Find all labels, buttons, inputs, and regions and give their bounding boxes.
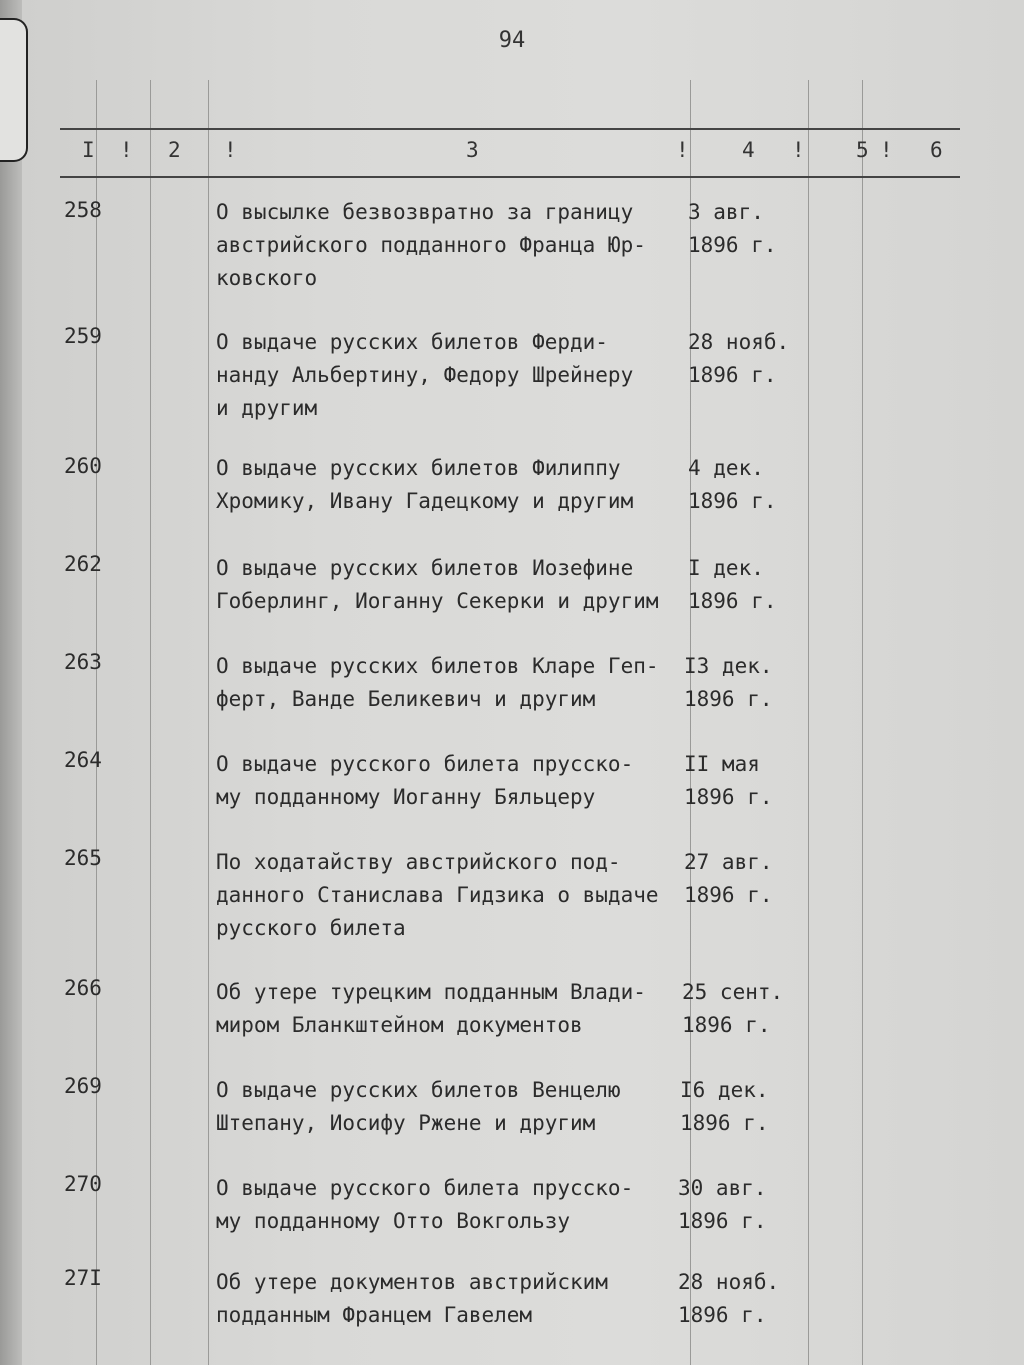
row-title: О выдаче русского билета прусско- му подданному Отто Вокгользу (216, 1176, 634, 1233)
row-number: 27I (64, 1266, 102, 1290)
header-sep: ! (224, 138, 237, 162)
column-header-row (60, 128, 960, 178)
header-col-6: 6 (930, 138, 943, 162)
row-number: 264 (64, 748, 102, 772)
row-number: 260 (64, 454, 102, 478)
row-date: 30 авг. 1896 г. (678, 1176, 767, 1233)
header-col-5: 5 (856, 138, 869, 162)
row-number: 270 (64, 1172, 102, 1196)
row-title: О выдаче русских билетов Филиппу Хромику, Ивану Гадецкому и другим (216, 456, 634, 513)
row-title: О выдаче русских билетов Ферди- нанду Альбертину, Федору Шрейнеру и другим (216, 330, 634, 420)
row-title: Об утере турецким подданным Влади- миром Бланкштейном документов (216, 980, 646, 1037)
page-number: 94 (498, 28, 526, 53)
header-sep: ! (676, 138, 689, 162)
row-date: 3 авг. 1896 г. (688, 200, 777, 257)
column-rule (208, 80, 209, 1365)
row-title: О выдаче русских билетов Венцелю Штепану, Иосифу Ржене и другим (216, 1078, 621, 1135)
header-sep: ! (120, 138, 133, 162)
row-number: 269 (64, 1074, 102, 1098)
column-rule (808, 80, 809, 1365)
header-sep: ! (880, 138, 893, 162)
row-date: 25 сент. 1896 г. (682, 980, 784, 1037)
row-number: 258 (64, 198, 102, 222)
column-rule (862, 80, 863, 1365)
row-number: 265 (64, 846, 102, 870)
binding-edge (0, 0, 22, 1365)
header-col-4: 4 (742, 138, 755, 162)
row-title: По ходатайству австрийского под- данного Станислава Гидзика о выдаче русского билета (216, 850, 659, 940)
row-date: I6 дек. 1896 г. (680, 1078, 769, 1135)
row-title: Об утере документов австрийским подданным Францем Гавелем (216, 1270, 608, 1327)
header-col-1: I (82, 138, 95, 162)
header-col-2: 2 (168, 138, 181, 162)
row-date: 27 авг. 1896 г. (684, 850, 773, 907)
row-date: 28 нояб. 1896 г. (688, 330, 790, 387)
row-number: 266 (64, 976, 102, 1000)
row-date: I3 дек. 1896 г. (684, 654, 773, 711)
row-title: О выдаче русского билета прусско- му подданному Иоганну Бяльцеру (216, 752, 634, 809)
row-number: 259 (64, 324, 102, 348)
row-title: О выдаче русских билетов Иозефине Гоберлинг, Иоганну Секерки и другим (216, 556, 659, 613)
row-number: 263 (64, 650, 102, 674)
header-sep: ! (792, 138, 805, 162)
row-title: О высылке безвозвратно за границу австрийского подданного Франца Юр- ковского (216, 200, 646, 290)
row-date: II мая 1896 г. (684, 752, 773, 809)
row-date: I дек. 1896 г. (688, 556, 777, 613)
row-date: 4 дек. 1896 г. (688, 456, 777, 513)
row-number: 262 (64, 552, 102, 576)
header-col-3: 3 (466, 138, 479, 162)
column-rule (150, 80, 151, 1365)
row-date: 28 нояб. 1896 г. (678, 1270, 780, 1327)
row-title: О выдаче русских билетов Кларе Геп- ферт, Ванде Беликевич и другим (216, 654, 659, 711)
